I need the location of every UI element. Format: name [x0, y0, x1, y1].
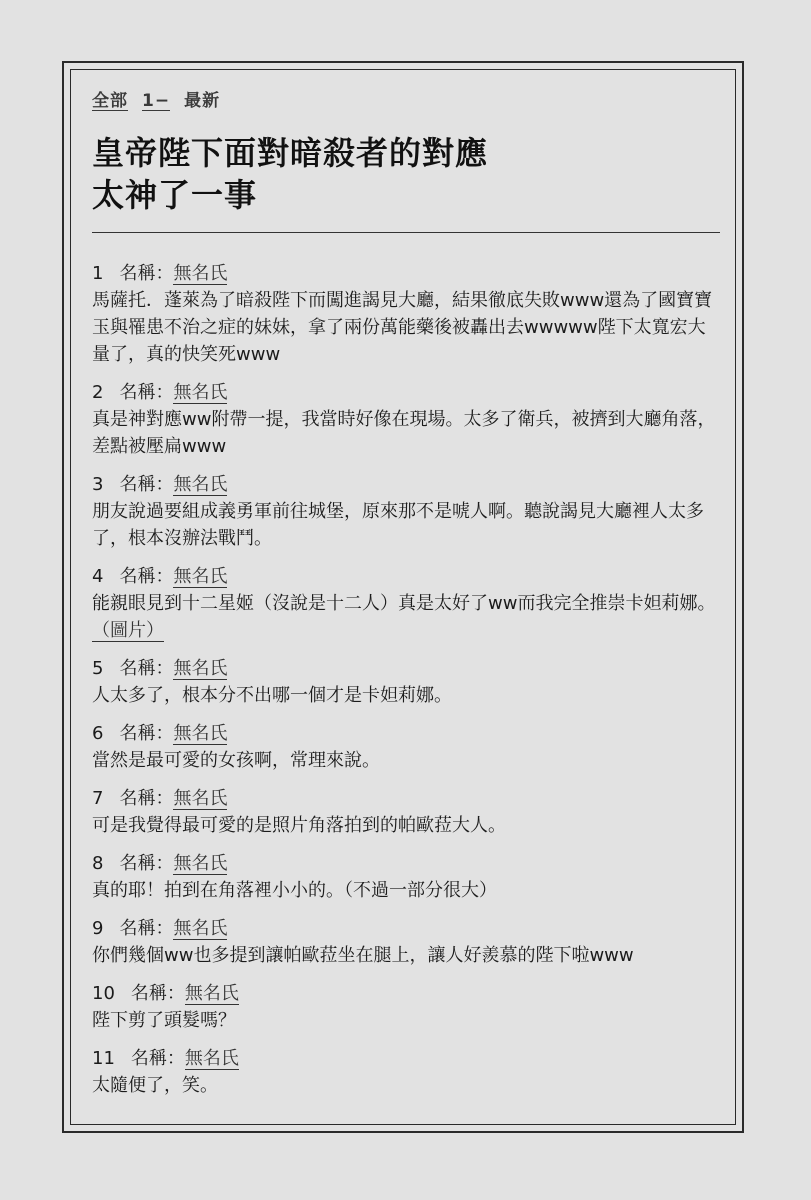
post-5: [92, 656, 720, 709]
post-4: [92, 564, 720, 644]
post-name-label: 名稱：: [119, 918, 174, 939]
post-body: 朋友說過要組成義勇軍前往城堡，原來那不是唬人啊。聽說謁見大廳裡人太多了，根本沒辦法戰鬥。: [92, 501, 704, 549]
post-10: [92, 981, 720, 1034]
post-author-link[interactable]: 無名氏: [173, 263, 228, 284]
post-11: [92, 1046, 720, 1099]
post-name-label: 名稱：: [130, 1048, 185, 1069]
thread-title-line-1: 皇帝陛下面對暗殺者的對應: [92, 134, 489, 172]
thread-title-line-2: 太神了一事: [92, 176, 258, 214]
post-header: [92, 786, 720, 812]
post-body: [92, 590, 720, 644]
nav-latest-link[interactable]: 最新: [184, 91, 221, 111]
post-number: 2: [92, 382, 104, 403]
post-header: [92, 851, 720, 877]
post-body: 真的耶！拍到在角落裡小小的。（不過一部分很大）: [92, 880, 497, 901]
nav-all-link[interactable]: 全部: [92, 90, 128, 111]
title-divider: [92, 232, 720, 233]
post-author-link[interactable]: 無名氏: [173, 723, 228, 744]
image-link[interactable]: （圖片）: [92, 620, 164, 641]
post-7: [92, 786, 720, 839]
post-3: [92, 472, 720, 552]
post-body: 陛下剪了頭髮嗎？: [92, 1010, 236, 1031]
post-author-link[interactable]: 無名氏: [184, 1048, 239, 1069]
post-name-label: 名稱：: [119, 853, 174, 874]
post-name-label: 名稱：: [119, 658, 174, 679]
post-author-link[interactable]: 無名氏: [173, 853, 228, 874]
post-number: 10: [92, 983, 115, 1004]
post-number: 5: [92, 658, 104, 679]
post-name-label: 名稱：: [119, 382, 174, 403]
thread-content: [92, 88, 720, 1111]
post-8: [92, 851, 720, 904]
post-author-link[interactable]: 無名氏: [173, 658, 228, 679]
post-number: 6: [92, 723, 104, 744]
post-number: 1: [92, 263, 104, 284]
post-body: 你們幾個ww也多提到讓帕歐菈坐在腿上，讓人好羨慕的陛下啦www: [92, 945, 634, 966]
post-header: [92, 981, 720, 1007]
post-body: 真是神對應ww附帶一提，我當時好像在現場。太多了衛兵，被擠到大廳角落，差點被壓扁www: [92, 409, 716, 457]
post-header: [92, 656, 720, 682]
post-number: 9: [92, 918, 104, 939]
post-author-link[interactable]: 無名氏: [173, 566, 228, 587]
post-body: 人太多了，根本分不出哪一個才是卡妲莉娜。: [92, 685, 452, 706]
post-header: [92, 472, 720, 498]
post-header: [92, 261, 720, 287]
post-1: [92, 261, 720, 368]
post-name-label: 名稱：: [119, 788, 174, 809]
post-author-link[interactable]: 無名氏: [173, 382, 228, 403]
post-name-label: 名稱：: [130, 983, 185, 1004]
post-name-label: 名稱：: [119, 723, 174, 744]
post-header: [92, 1046, 720, 1072]
post-author-link[interactable]: 無名氏: [173, 788, 228, 809]
post-number: 8: [92, 853, 104, 874]
post-list: [92, 261, 720, 1099]
thread-title: [92, 132, 720, 216]
post-2: [92, 380, 720, 460]
post-body: 太隨便了，笑。: [92, 1075, 218, 1096]
post-author-link[interactable]: 無名氏: [184, 983, 239, 1004]
post-header: [92, 916, 720, 942]
post-name-label: 名稱：: [119, 474, 174, 495]
post-header: [92, 380, 720, 406]
post-header: [92, 564, 720, 590]
post-6: [92, 721, 720, 774]
nav-first-link[interactable]: 1−: [142, 90, 171, 111]
post-number: 3: [92, 474, 104, 495]
post-body-text: 能親眼見到十二星姬（沒說是十二人）真是太好了ww而我完全推崇卡妲莉娜。: [92, 593, 716, 614]
post-body: 馬薩托．蓬萊為了暗殺陛下而闖進謁見大廳，結果徹底失敗www還為了國寶寶玉與罹患不治之症的妹妹，拿了兩份萬能藥後被轟出去wwwww陛下太寬宏大量了，真的快笑死www: [92, 290, 713, 365]
post-body: 可是我覺得最可愛的是照片角落拍到的帕歐菈大人。: [92, 815, 506, 836]
post-9: [92, 916, 720, 969]
post-name-label: 名稱：: [119, 566, 174, 587]
post-name-label: 名稱：: [119, 263, 174, 284]
post-number: 4: [92, 566, 104, 587]
thread-nav: [92, 88, 720, 114]
post-number: 11: [92, 1048, 115, 1069]
post-number: 7: [92, 788, 104, 809]
post-author-link[interactable]: 無名氏: [173, 474, 228, 495]
post-header: [92, 721, 720, 747]
post-author-link[interactable]: 無名氏: [173, 918, 228, 939]
post-body: 當然是最可愛的女孩啊，常理來說。: [92, 750, 380, 771]
